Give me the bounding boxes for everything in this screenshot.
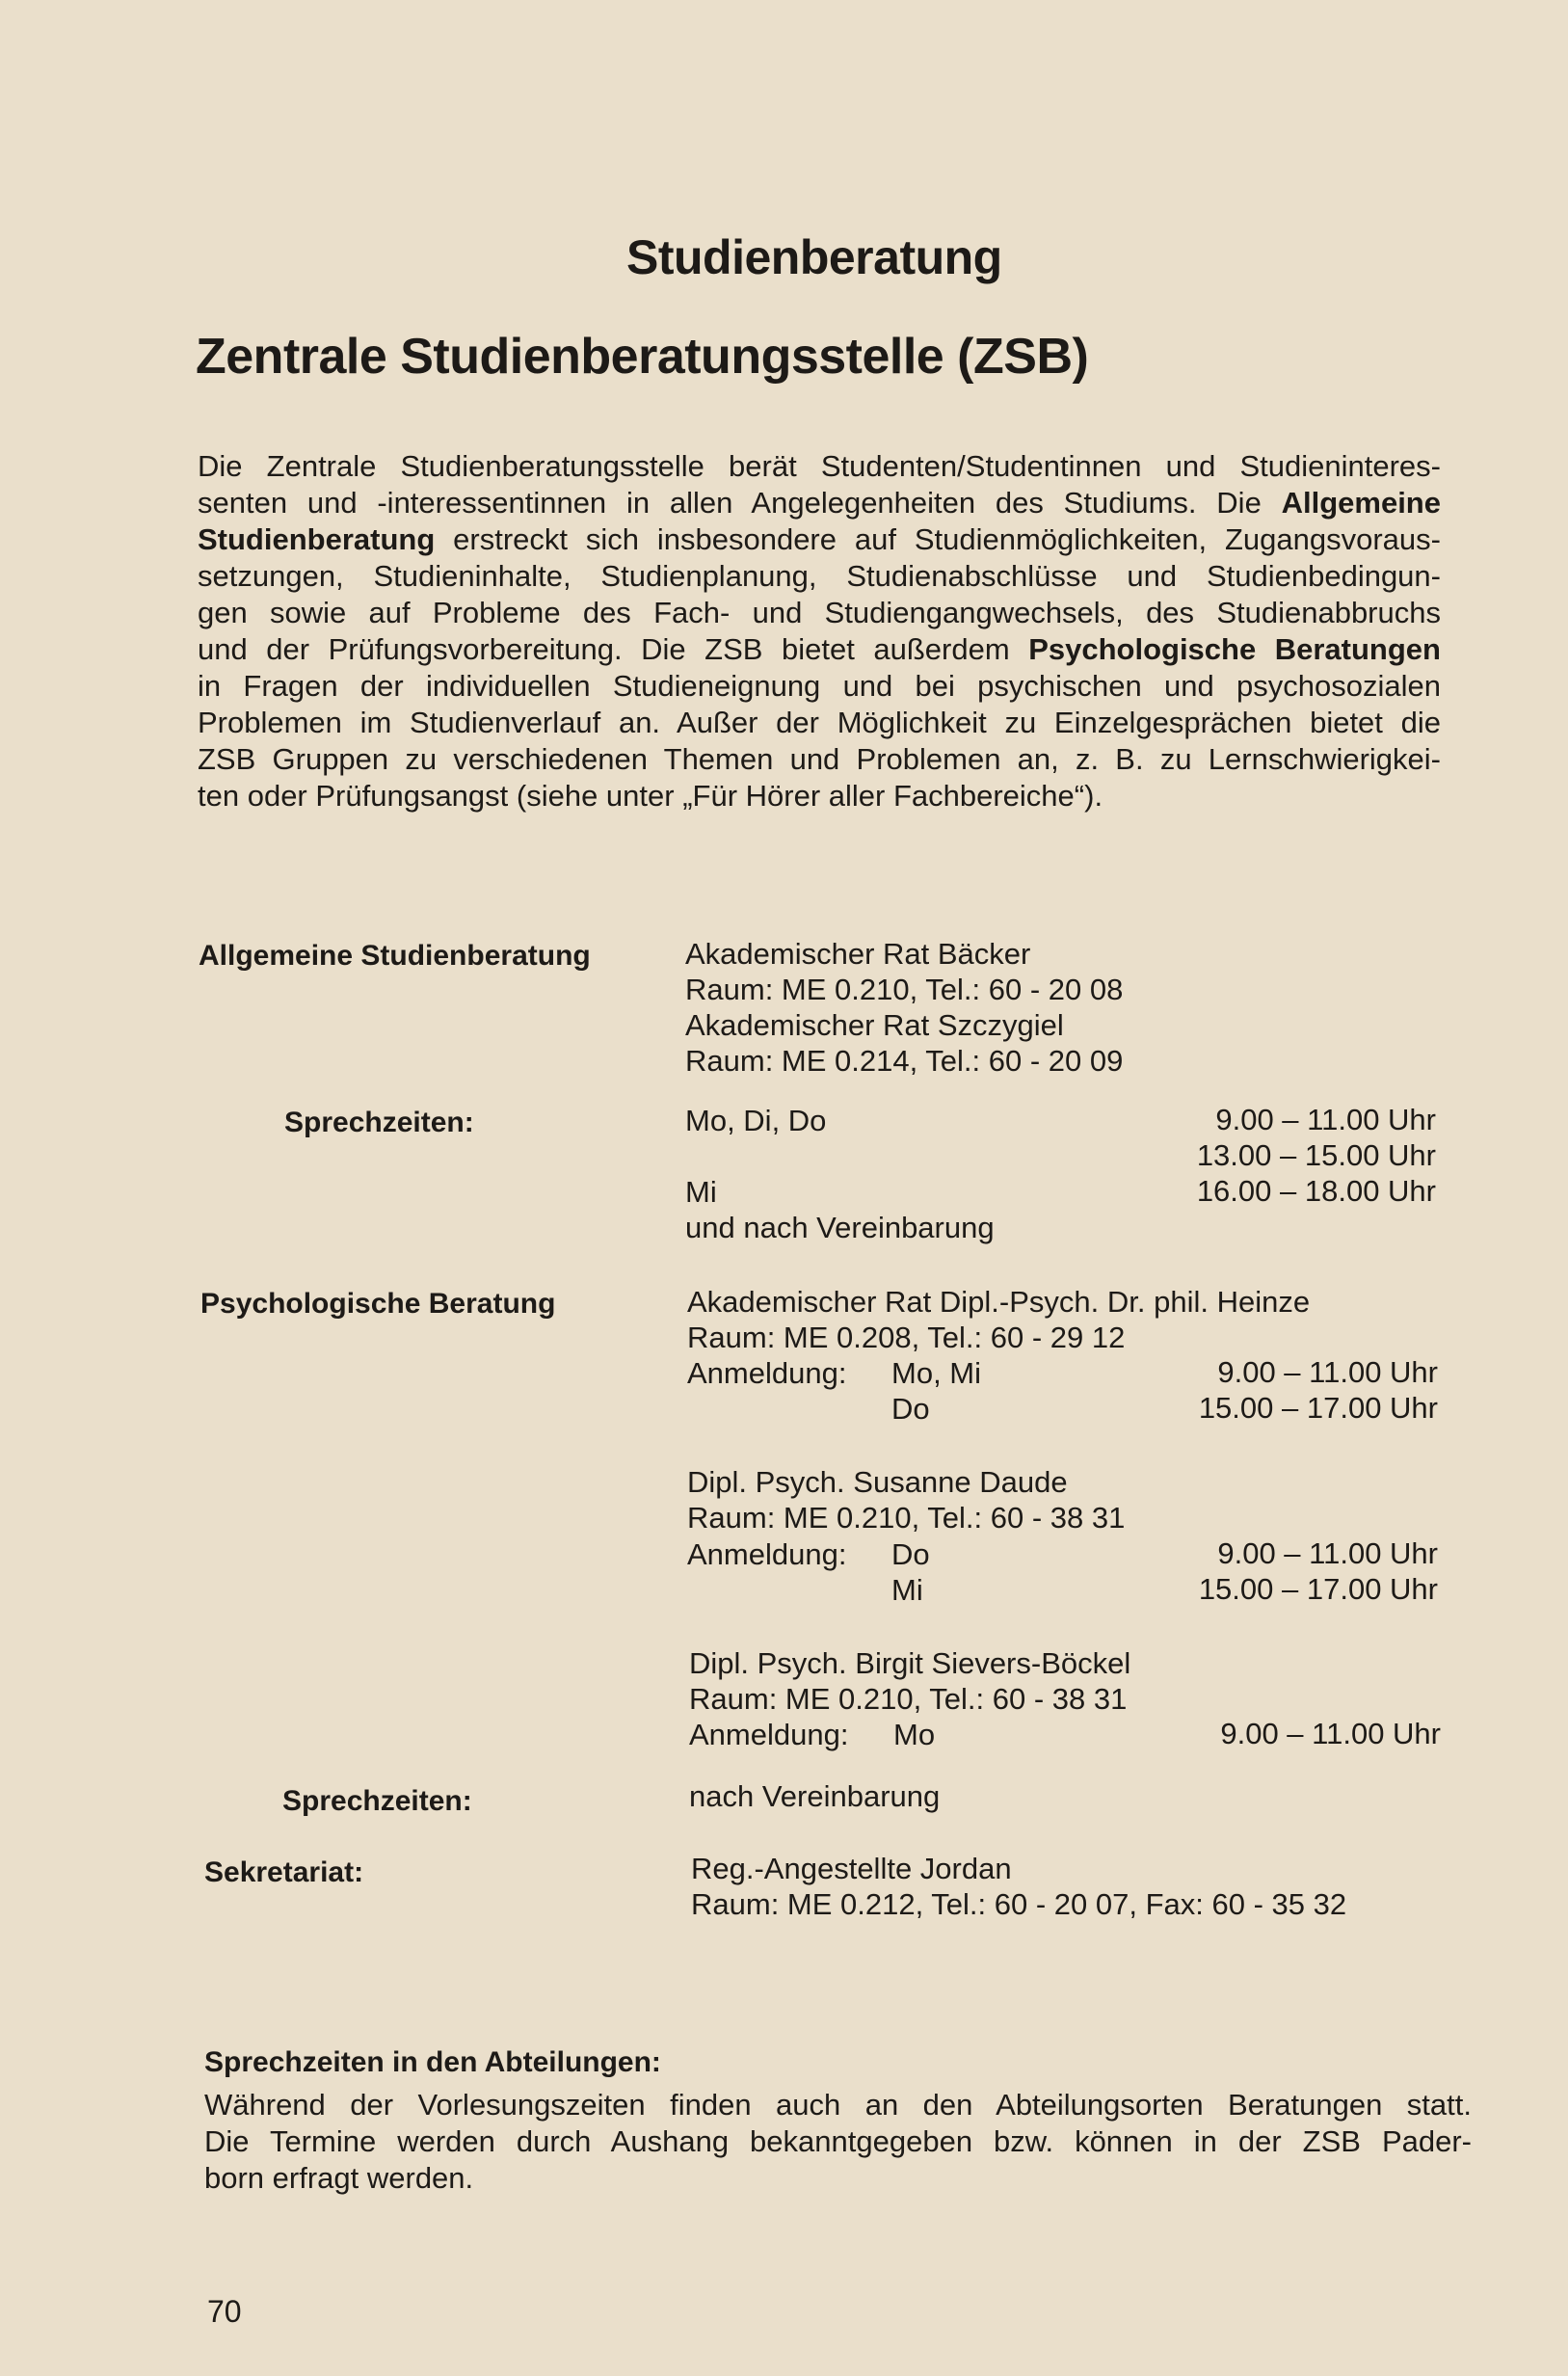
contact-line: Raum: ME 0.208, Tel.: 60 - 29 12 xyxy=(687,1321,1126,1354)
contact-line: Dipl. Psych. Birgit Sievers-Böckel xyxy=(689,1646,1131,1680)
intro-line: gen sowie auf Probleme des Fach- und Studiengangwechsels, des Studienabbruchs xyxy=(198,596,1441,629)
intro-paragraph xyxy=(198,448,1441,814)
contact-line: Akademischer Rat Dipl.-Psych. Dr. phil. Heinze xyxy=(687,1285,1311,1319)
intro-line: Die Zentrale Studienberatungsstelle berät Studenten/Studentinnen und Studieninteres- xyxy=(198,449,1441,483)
weekday-text: Mo, Mi xyxy=(891,1356,981,1390)
paragraph-line: born erfragt werden. xyxy=(204,2161,474,2195)
weekday-text: Do xyxy=(891,1537,930,1571)
anmeldung-label: Anmeldung: xyxy=(689,1718,849,1751)
time-range: 15.00 – 17.00 Uhr xyxy=(1198,1391,1438,1425)
time-range: 9.00 – 11.00 Uhr xyxy=(1217,1355,1438,1389)
anmeldung-label: Anmeldung: xyxy=(687,1537,847,1571)
paragraph-line: Die Termine werden durch Aushang bekanntgegeben bzw. können in der ZSB Pader- xyxy=(204,2124,1472,2158)
bold-term: Psychologische Beratungen xyxy=(1028,632,1441,666)
contact-line: Akademischer Rat Bäcker xyxy=(685,937,1031,971)
intro-line: ZSB Gruppen zu verschiedenen Themen und Problemen an, z. B. zu Lernschwierigkei- xyxy=(198,742,1441,776)
contact-line: Raum: ME 0.210, Tel.: 60 - 20 08 xyxy=(685,973,1124,1006)
time-range: 9.00 – 11.00 Uhr xyxy=(1215,1103,1436,1136)
page-number: 70 xyxy=(207,2294,242,2329)
contact-line: Akademischer Rat Szczygiel xyxy=(685,1008,1064,1042)
time-range: 9.00 – 11.00 Uhr xyxy=(1220,1717,1441,1750)
contact-line: Reg.-Angestellte Jordan xyxy=(691,1852,1012,1885)
time-range: 13.00 – 15.00 Uhr xyxy=(1196,1138,1436,1172)
abteilungen-heading: Sprechzeiten in den Abteilungen: xyxy=(204,2046,661,2078)
page-title: Studienberatung xyxy=(626,230,1002,284)
time-range: 9.00 – 11.00 Uhr xyxy=(1217,1536,1438,1570)
intro-line: und der Prüfungsvorbereitung. Die ZSB bietet außerdem Psychologische Beratungen xyxy=(198,632,1441,666)
contact-line: Dipl. Psych. Susanne Daude xyxy=(687,1465,1068,1499)
contact-line: Raum: ME 0.210, Tel.: 60 - 38 31 xyxy=(689,1682,1128,1716)
anmeldung-label: Anmeldung: xyxy=(687,1356,847,1390)
paragraph-line: Während der Vorlesungszeiten finden auch an den Abteilungsorten Beratungen statt. xyxy=(204,2088,1472,2122)
weekday-text: und nach Vereinbarung xyxy=(685,1211,995,1244)
contact-line: Raum: ME 0.212, Tel.: 60 - 20 07, Fax: 60 - 35 32 xyxy=(691,1887,1347,1921)
intro-line: Problemen im Studienverlauf an. Außer der Möglichkeit zu Einzelgesprächen bietet die xyxy=(198,706,1441,739)
allgemein-label: Allgemeine Studienberatung xyxy=(199,940,591,972)
intro-line: ten oder Prüfungsangst (siehe unter „Für Hörer aller Fachbereiche“). xyxy=(198,779,1103,813)
intro-line: in Fragen der individuellen Studieneignung und bei psychischen und psychosozialen xyxy=(198,669,1441,703)
bold-term: Studienberatung xyxy=(198,522,436,556)
sprechzeiten-value: nach Vereinbarung xyxy=(689,1779,941,1813)
intro-line: senten und -interessentinnen in allen Angelegenheiten des Studiums. Die Allgemeine xyxy=(198,486,1441,520)
intro-line: Studienberatung erstreckt sich insbesondere auf Studienmöglichkeiten, Zugangsvoraus- xyxy=(198,522,1441,556)
weekday-text: Mo xyxy=(893,1718,936,1751)
contact-line: Raum: ME 0.214, Tel.: 60 - 20 09 xyxy=(685,1044,1124,1078)
psych-label: Psychologische Beratung xyxy=(200,1288,556,1320)
weekday-text: Mi xyxy=(891,1573,923,1607)
page-subtitle: Zentrale Studienberatungsstelle (ZSB) xyxy=(196,329,1089,385)
weekday-text: Do xyxy=(891,1392,930,1426)
weekday-text: Mo, Di, Do xyxy=(685,1104,827,1137)
weekday-text: Mi xyxy=(685,1175,717,1209)
sekretariat-label: Sekretariat: xyxy=(204,1856,364,1888)
time-range: 15.00 – 17.00 Uhr xyxy=(1198,1572,1438,1606)
contact-line: Raum: ME 0.210, Tel.: 60 - 38 31 xyxy=(687,1501,1126,1535)
sprechzeiten-label: Sprechzeiten: xyxy=(284,1107,474,1138)
sprechzeiten-label: Sprechzeiten: xyxy=(282,1785,472,1817)
intro-line: setzungen, Studieninhalte, Studienplanung, Studienabschlüsse und Studienbedingun- xyxy=(198,559,1441,593)
time-range: 16.00 – 18.00 Uhr xyxy=(1196,1174,1436,1208)
abteilungen-paragraph xyxy=(204,2087,1472,2197)
bold-term: Allgemeine xyxy=(1281,486,1441,520)
